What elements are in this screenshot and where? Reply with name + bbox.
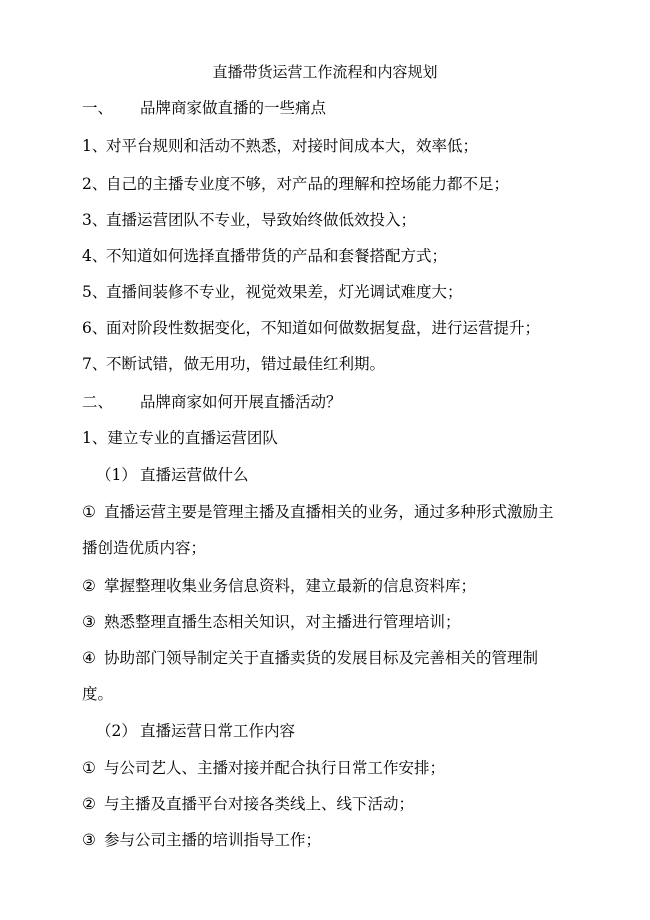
item-text: 自己的主播专业度不够，对产品的理解和控场能力都不足； [106,175,510,193]
section-title: 品牌商家做直播的一些痛点 [140,99,327,117]
item-number: ③ [82,831,96,849]
item-text: 参与公司主播的培训指导工作； [104,831,322,849]
list-item [82,282,463,302]
list-item [82,502,554,522]
document-title: 直播带货运营工作流程和内容规划 [212,63,438,81]
item-number: ② [82,795,96,813]
part-heading [96,721,295,741]
item-text: 对平台规则和活动不熟悉，对接时间成本大，效率低； [106,137,479,155]
list-item [82,136,478,156]
list-item [82,246,447,266]
section-number: 一、 [82,99,114,117]
item-text: 面对阶段性数据变化，不知道如何做数据复盘，进行运营提升； [106,319,541,337]
list-item [82,354,385,374]
item-text: 不知道如何选择直播带货的产品和套餐搭配方式； [106,247,448,265]
list-item [82,576,476,596]
section-heading [82,392,342,412]
item-number: 5、 [82,283,108,301]
list-item [82,318,540,338]
part-number: （2） [96,722,137,740]
item-text: 协助部门领导制定关于直播卖货的发展目标及完善相关的管理制 [104,649,539,667]
section-number: 二、 [82,393,114,411]
item-number: 3、 [82,211,108,229]
list-item [82,830,321,850]
list-item [82,648,538,668]
part-heading [96,465,249,485]
item-text: 与公司艺人、主播对接并配合执行日常工作安排； [104,759,446,777]
section-heading [82,98,326,118]
item-text: 直播运营团队不专业，导致始终做低效投入； [106,211,417,229]
item-text: 与主播及直播平台对接各类线上、线下活动； [104,795,415,813]
item-number: 7、 [82,355,108,373]
item-number: 4、 [82,247,108,265]
item-number: 1、 [82,137,108,155]
item-text: 直播间装修不专业，视觉效果差，灯光调试难度大； [106,283,463,301]
list-item [82,794,414,814]
list-item-continuation: 播创造优质内容； [82,539,207,557]
item-text: 直播运营主要是管理主播及直播相关的业务，通过多种形式激励主 [104,503,554,521]
item-text: 掌握整理收集业务信息资料，建立最新的信息资料库； [104,577,477,595]
item-number: ① [82,503,96,521]
item-number: 6、 [82,319,108,337]
list-item-continuation: 度。 [82,685,114,703]
section-title: 品牌商家如何开展直播活动？ [140,393,342,411]
item-text: 熟悉整理直播生态相关知识，对主播进行管理培训； [104,613,461,631]
part-number: （1） [96,466,137,484]
subsection-heading: 1、建立专业的直播运营团队 [82,429,278,447]
list-item [82,210,416,230]
list-item [82,612,461,632]
part-title: 直播运营做什么 [140,466,249,484]
list-item [82,174,509,194]
item-text: 不断试错，做无用功，错过最佳红利期。 [106,355,386,373]
part-title: 直播运营日常工作内容 [140,722,296,740]
item-number: ④ [82,649,96,667]
item-number: ① [82,759,96,777]
list-item [82,758,445,778]
item-number: 2、 [82,175,108,193]
item-number: ② [82,577,96,595]
item-number: ③ [82,613,96,631]
